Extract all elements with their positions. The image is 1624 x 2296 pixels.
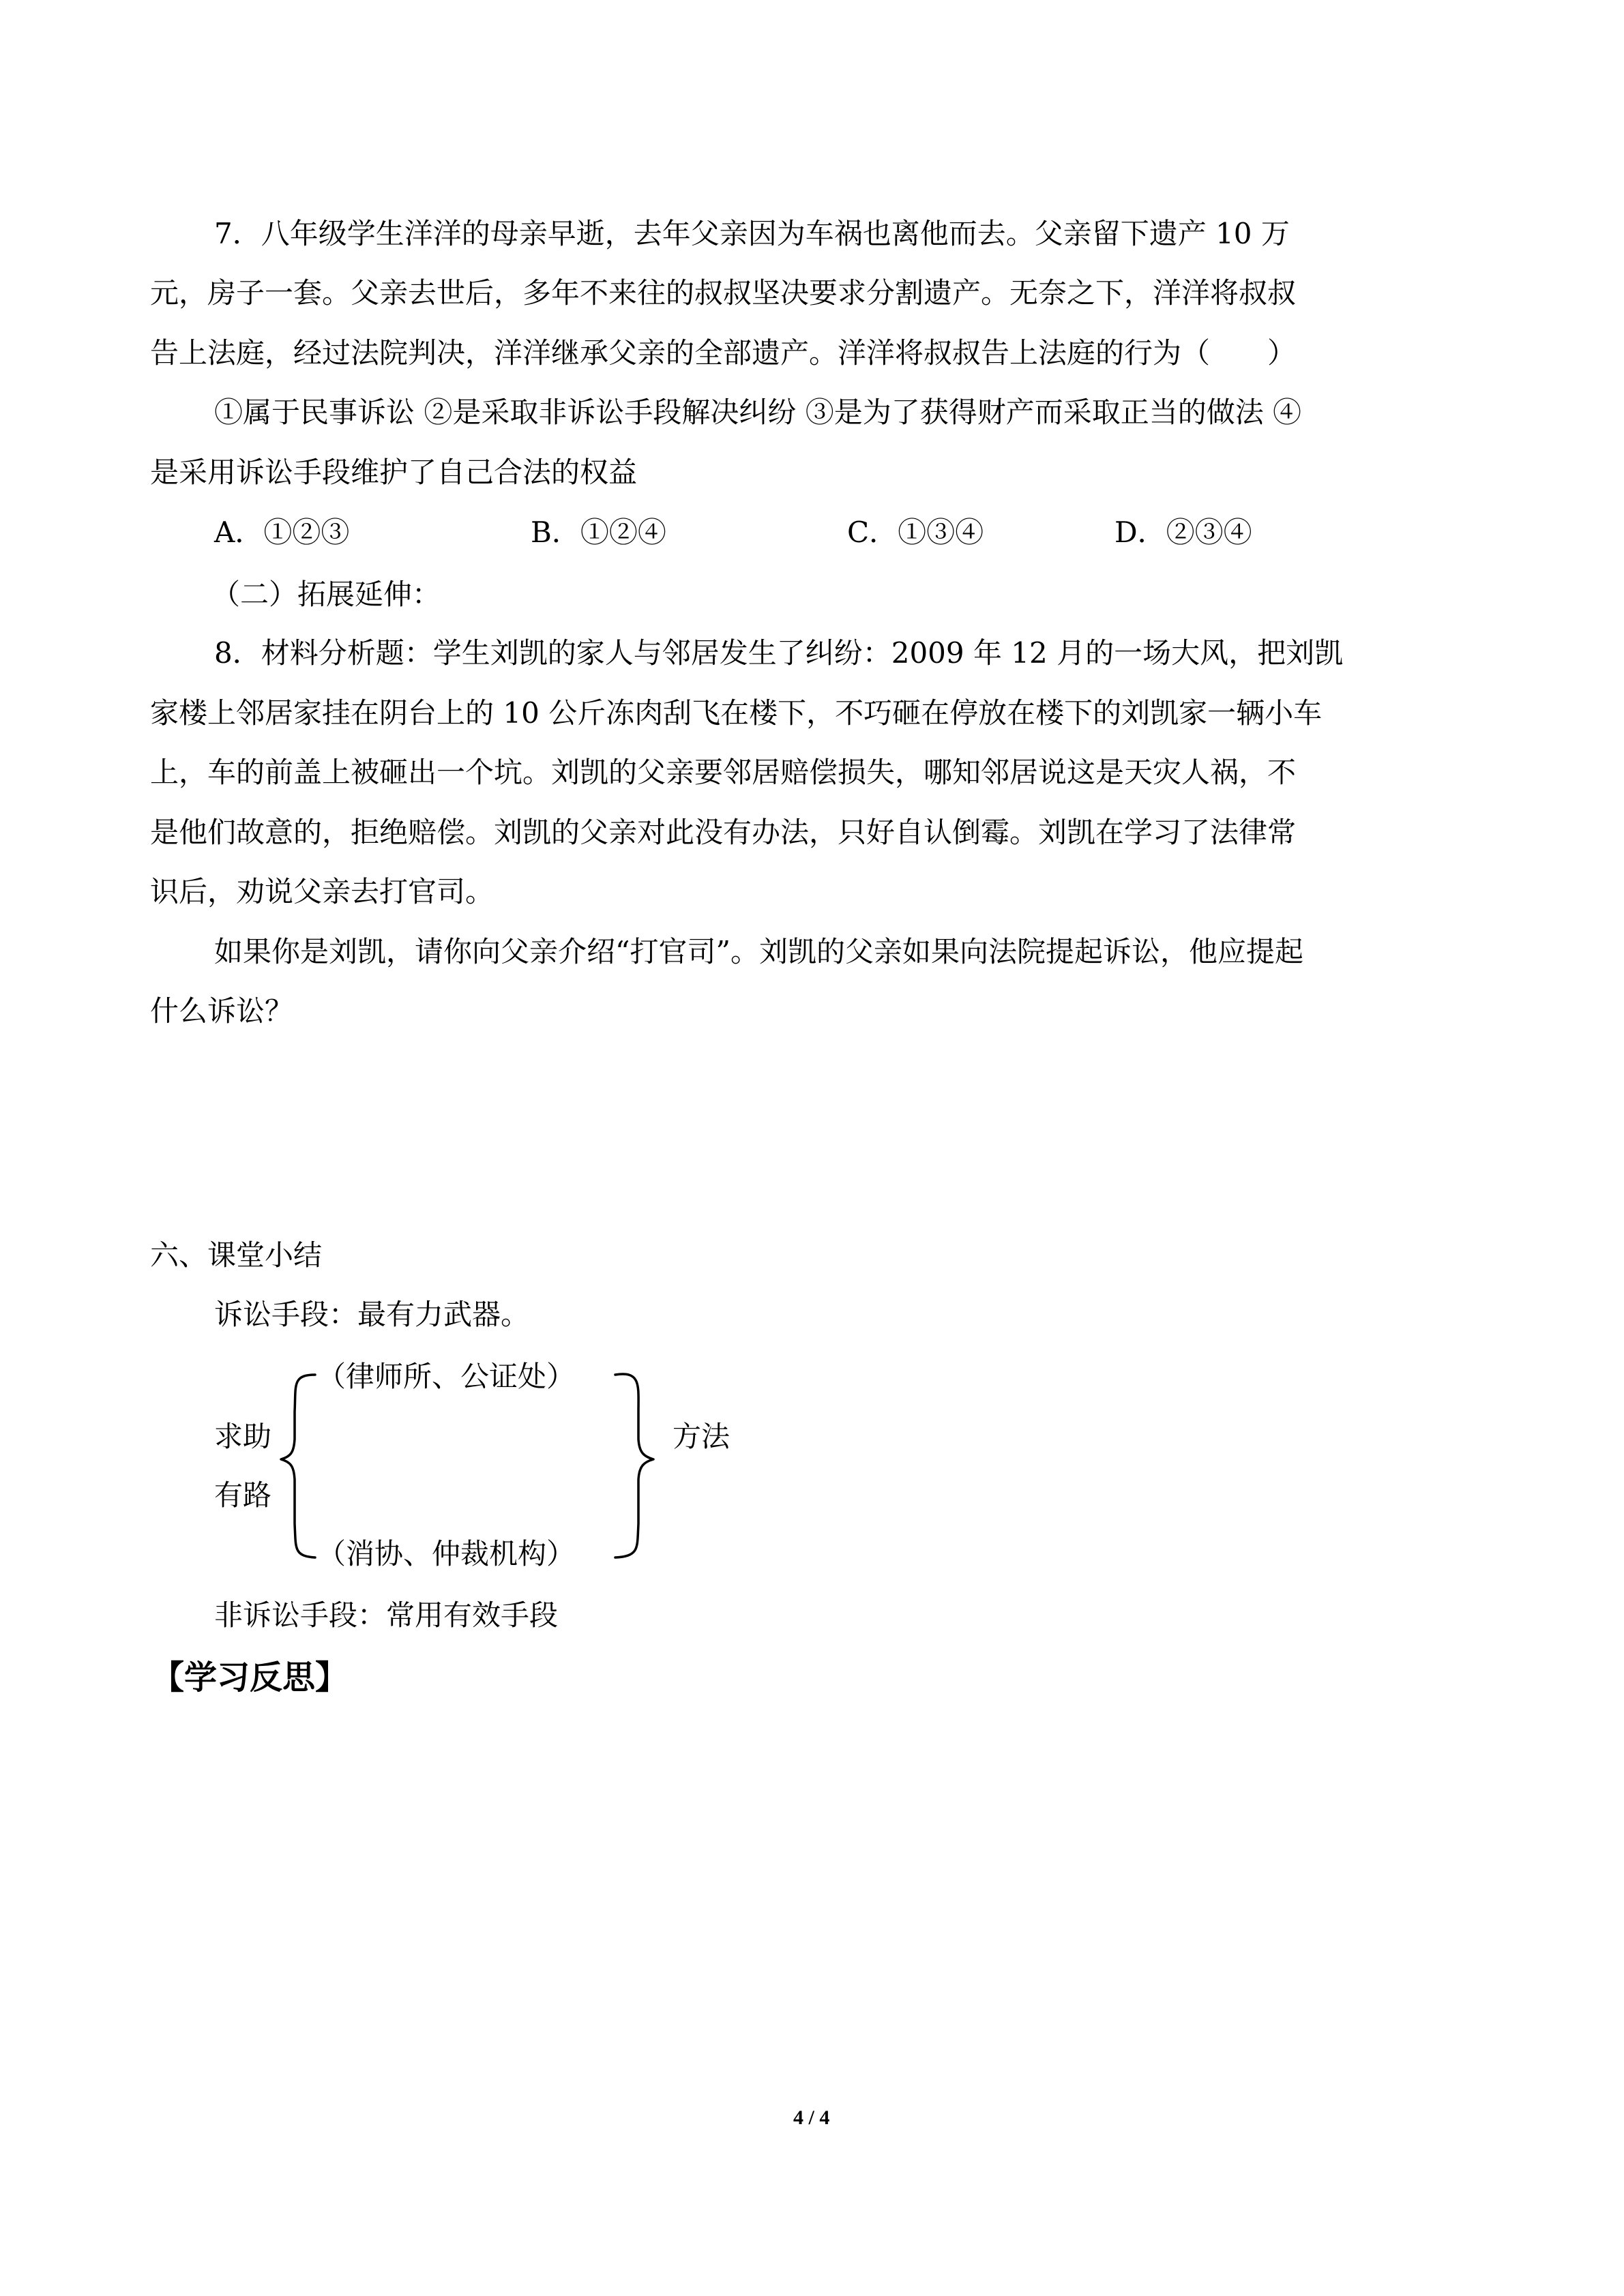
right-brace: [611, 1371, 666, 1562]
q8-line-1: 8．材料分析题：学生刘凯的家人与邻居发生了纠纷：2009 年 12 月的一场大风，把刘凯: [214, 636, 1344, 670]
q8-line-4: 是他们故意的，拒绝赔偿。刘凯的父亲对此没有办法，只好自认倒霉。刘凯在学习了法律常: [150, 816, 1297, 849]
q7-line-1: 7．八年级学生洋洋的母亲早逝，去年父亲因为车祸也离他而去。父亲留下遗产 10 万: [214, 217, 1290, 250]
q8-line-5: 识后，劝说父亲去打官司。: [150, 875, 494, 908]
q8-question-line-1: 如果你是刘凯，请你向父亲介绍“打官司”。刘凯的父亲如果向法院提起诉讼，他应提起: [214, 935, 1303, 968]
summary-right-label: 方法: [673, 1420, 730, 1453]
summary-non-litigation: 非诉讼手段：常用有效手段: [214, 1598, 559, 1632]
q8-line-3: 上，车的前盖上被砸出一个坑。刘凯的父亲要邻居赔偿损失，哪知邻居说这是天灾人祸，不: [150, 756, 1297, 789]
summary-top-item: （律师所、公证处）: [317, 1360, 576, 1393]
extension-heading: （二）拓展延伸：: [211, 578, 441, 611]
summary-left-label-1: 求助: [214, 1420, 272, 1453]
summary-litigation: 诉讼手段：最有力武器。: [214, 1298, 530, 1331]
reflection-heading: 【学习反思】: [151, 1658, 349, 1697]
q7-statements-line-1: ①属于民事诉讼 ②是采取非诉讼手段解决纠纷 ③是为了获得财产而采取正当的做法 ④: [214, 396, 1302, 429]
page-number: 4 / 4: [793, 2106, 830, 2129]
q7-statements-line-2: 是采用诉讼手段维护了自己合法的权益: [150, 456, 638, 489]
q7-option-c: C．①③④: [847, 516, 984, 549]
q7-line-2: 元，房子一套。父亲去世后，多年不来往的叔叔坚决要求分割遗产。无奈之下，洋洋将叔叔: [150, 276, 1297, 310]
summary-left-label-2: 有路: [214, 1478, 272, 1512]
q8-line-2: 家楼上邻居家挂在阴台上的 10 公斤冻肉刮飞在楼下，不巧砸在停放在楼下的刘凯家一辆小车: [150, 696, 1323, 730]
q8-question-line-2: 什么诉讼？: [150, 994, 294, 1028]
q7-option-d: D．②③④: [1114, 516, 1252, 549]
left-brace: [273, 1371, 327, 1562]
q7-option-b: B．①②④: [531, 516, 666, 549]
q7-option-a: A．①②③: [214, 516, 350, 549]
summary-bottom-item: （消协、仲裁机构）: [317, 1537, 576, 1570]
summary-heading: 六、课堂小结: [150, 1238, 323, 1272]
q7-line-3: 告上法庭，经过法院判决，洋洋继承父亲的全部遗产。洋洋将叔叔告上法庭的行为（ ）: [150, 336, 1297, 370]
